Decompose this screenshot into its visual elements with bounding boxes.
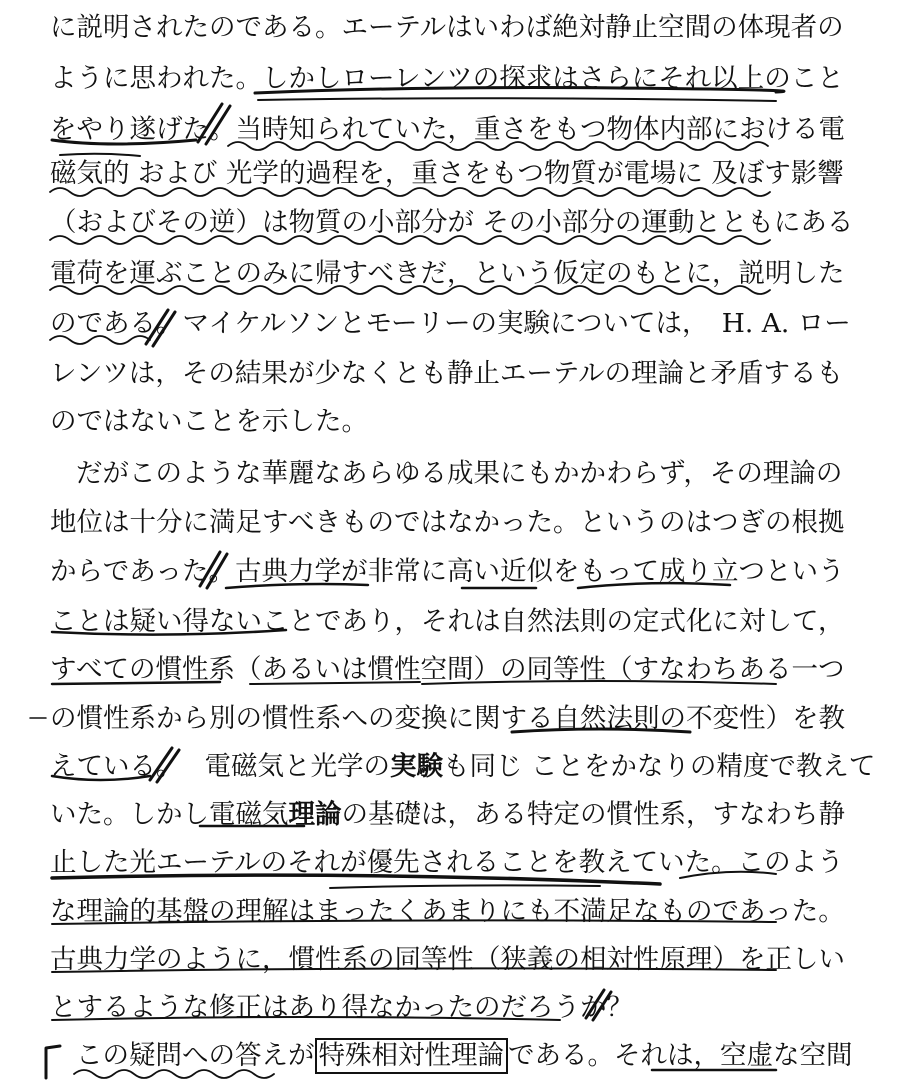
text-line-22	[76, 1034, 905, 1078]
text-line-12	[50, 550, 879, 594]
line-text: いた。しかし電磁気	[50, 799, 289, 830]
line-text: のではないことを示した。	[50, 406, 368, 437]
line-text: 電磁気と光学の	[204, 751, 390, 782]
text-line-20	[50, 938, 879, 982]
text-line-19	[50, 890, 879, 934]
text-line-16	[50, 745, 879, 789]
text-line-1	[50, 6, 879, 50]
line-text: （およびその逆）は物質の小部分が その小部分の運動とともにある	[50, 207, 854, 238]
text-line-2	[50, 57, 879, 101]
line-text: とするような修正はあり得なかったのだろうか？	[50, 992, 633, 1023]
text-line-6	[50, 252, 879, 296]
line-text: な理論的基盤の理解はまったくあまりにも不満足なものであった。	[50, 896, 845, 927]
boxed-term: 特殊相対性理論	[315, 1038, 509, 1074]
emphasis-text: 理論	[288, 799, 342, 830]
line-text: をやり遂げた。当時知られていた，重さをもつ物体内部における電	[50, 114, 845, 145]
text-line-7	[50, 302, 879, 346]
text-line-15	[50, 697, 879, 741]
line-text: この疑問への答えが	[76, 1040, 315, 1071]
line-text: 磁気的 および 光学的過程を，重さをもつ物質が電場に 及ぼす影響	[50, 158, 844, 189]
line-text: の慣性系から別の慣性系への変換に関する自然法則の不変性）を教	[50, 703, 845, 734]
line-text: 止した光エーテルのそれが優先されることを教えていた。このよう	[50, 847, 844, 878]
text-line-18	[50, 841, 879, 885]
text-line-11	[50, 501, 879, 545]
text-line-13	[50, 600, 879, 644]
text-line-8	[50, 352, 879, 396]
line-text: 電荷を運ぶことのみに帰すべきだ，という仮定のもとに，説明した	[50, 258, 845, 289]
line-text: レンツは，その結果が少なくとも静止エーテルの理論と矛盾するも	[50, 358, 844, 389]
line-text: ことは疑い得ないことであり，それは自然法則の定式化に対して，	[50, 606, 845, 637]
emphasis-text: 実験	[390, 751, 443, 782]
text-line-17	[50, 793, 879, 837]
line-text: の基礎は，ある特定の慣性系，すなわち静	[341, 799, 845, 830]
line-text: に説明されたのである。エーテルはいわば絶対静止空間の体現者の	[50, 12, 844, 43]
bracket-mark	[46, 1046, 60, 1078]
line-text: も同じ ことをかなりの精度で教えて	[443, 751, 876, 782]
text-line-21	[50, 986, 879, 1030]
underline-mark	[330, 885, 600, 888]
text-line-9	[50, 400, 879, 444]
line-text: すべての慣性系（あるいは慣性空間）の同等性（すなわちある一つ	[50, 654, 845, 685]
line-text: ように思われた。しかしローレンツの探求はさらにそれ以上のこと	[50, 63, 844, 94]
line-text: である。それは，空虚な空間	[508, 1040, 853, 1071]
text-line-3	[50, 108, 879, 152]
text-line-14	[50, 648, 879, 692]
text-line-4	[50, 152, 879, 196]
line-text: 古典力学のように，慣性系の同等性（狭義の相対性原理）を正しい	[50, 944, 845, 975]
text-line-10	[76, 452, 905, 496]
line-text: からであった。古典力学が非常に高い近似をもって成り立つという	[50, 556, 845, 587]
line-text: 地位は十分に満足すべきものではなかった。というのはつぎの根拠	[50, 507, 845, 538]
line-text: のである。マイケルソンとモーリーの実験については， H. A. ロー	[50, 308, 851, 339]
line-text: えている。	[50, 751, 183, 782]
line-text: だがこのような華麗なあらゆる成果にもかかわらず，その理論の	[76, 458, 843, 489]
text-line-5	[50, 201, 879, 245]
